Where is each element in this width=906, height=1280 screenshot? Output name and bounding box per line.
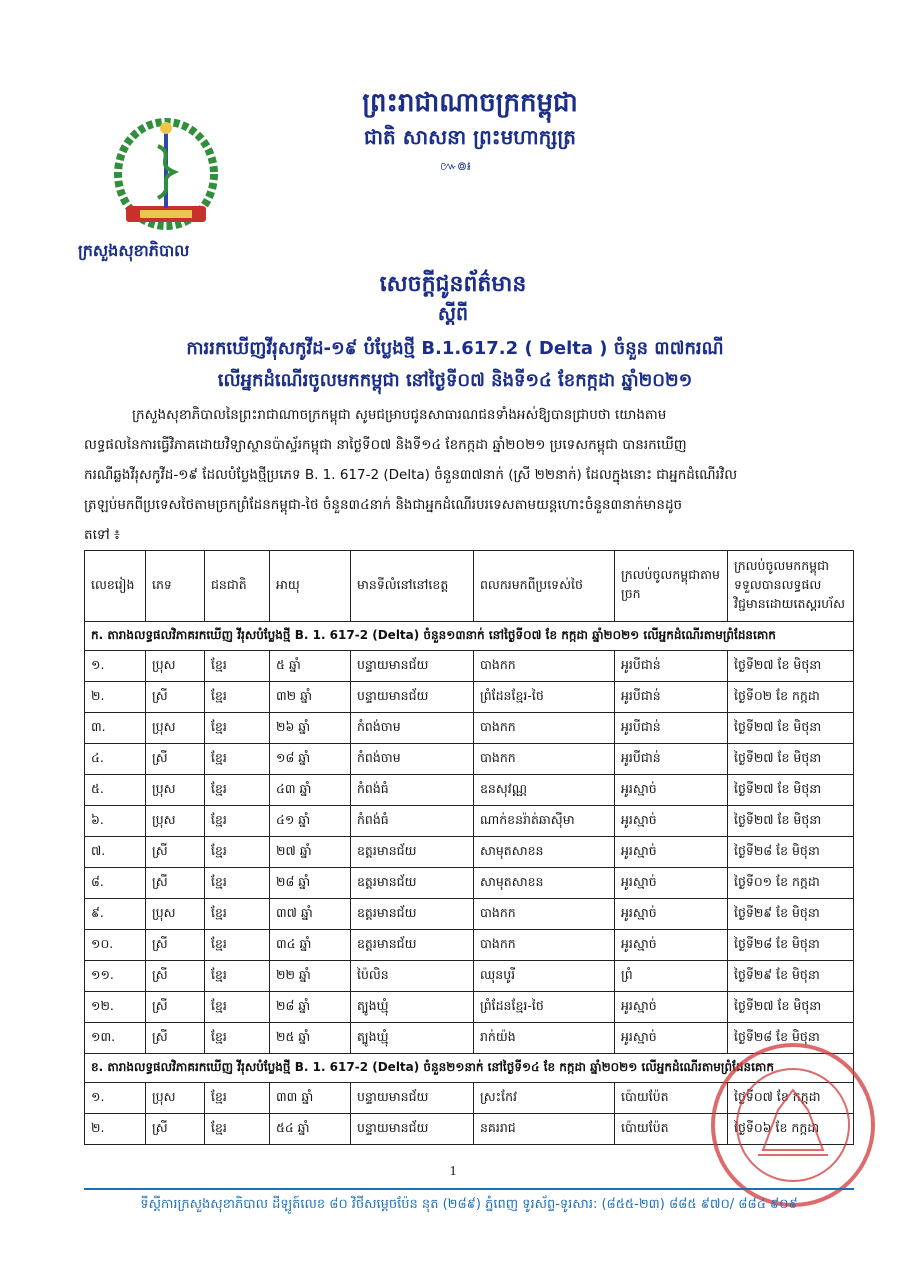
cell-entry: អូរស្មាច់ (615, 992, 728, 1023)
cell-age: ២៥ ឆ្នាំ (270, 1023, 351, 1054)
cell-sex: ស្រី (146, 682, 205, 713)
table-row (85, 682, 854, 713)
cell-age: ៤៣ ឆ្នាំ (270, 775, 351, 806)
cell-sex: ប្រុស (146, 651, 205, 682)
cell-date: ថ្ងៃទី២៧ ខែ មិថុនា (728, 713, 854, 744)
cell-sex: ប្រុស (146, 713, 205, 744)
cell-province: ឧត្ដរមានជ័យ (351, 899, 474, 930)
cell-entry: អូរស្មាច់ (615, 775, 728, 806)
section-b-title: ខ. តារាងលទ្ធផលវិភាគរកឃើញ វីរុសបំប្លែងថ្មី B. 1. 617-2 (Delta) ចំនួន២១នាក់ នៅថ្ងៃទី១៤ ខែ កក្កដា ឆ្នាំ២០២១ លើអ្នកដំណើរតាមព្រំដែនគោក (85, 1054, 854, 1083)
ministry-emblem-logo (96, 110, 236, 240)
cell-nationality: ខ្មែរ (205, 806, 270, 837)
cell-no: ១៣. (85, 1023, 146, 1054)
cell-age: ៣៤ ឆ្នាំ (270, 930, 351, 961)
document-type-title: សេចក្ដីជូនព័ត៌មាន (379, 272, 527, 297)
cell-age: ៥ ឆ្នាំ (270, 651, 351, 682)
cell-from: បាងកក (474, 930, 615, 961)
cell-from: រាក់យ៉ង (474, 1023, 615, 1054)
cell-no: ១១. (85, 961, 146, 992)
table-row (85, 775, 854, 806)
footer-divider (84, 1188, 854, 1190)
cell-province: បន្ទាយមានជ័យ (351, 1114, 474, 1145)
table-header-row (85, 551, 854, 622)
cell-from: ឧនសុវណ្ណ (474, 775, 615, 806)
cell-age: ៣៧ ឆ្នាំ (270, 899, 351, 930)
cell-date: ថ្ងៃទី២៧ ខែ មិថុនា (728, 744, 854, 775)
header-sex: ភេទ (146, 551, 205, 622)
cell-no: ២. (85, 1114, 146, 1145)
table-row (85, 961, 854, 992)
cell-date: ថ្ងៃទី២៧ ខែ មិថុនា (728, 775, 854, 806)
cell-no: ៤. (85, 744, 146, 775)
cell-from: នគររាជ (474, 1114, 615, 1145)
section-a-row (85, 622, 854, 651)
cell-no: ៧. (85, 837, 146, 868)
header-positive-date: ក្រលប់ចូលមកកម្ពុជាទទួលបានលទ្ធផលវិជ្ជមានដោយតេស្តរហ័ស (728, 551, 854, 622)
cell-age: ២៦ ឆ្នាំ (270, 713, 351, 744)
cell-no: ៥. (85, 775, 146, 806)
cell-from: បាងកក (474, 713, 615, 744)
header-province: មានទីលំនៅនៅខេត្ត (351, 551, 474, 622)
cell-sex: ស្រី (146, 992, 205, 1023)
cell-nationality: ខ្មែរ (205, 682, 270, 713)
cell-age: ២៨ ឆ្នាំ (270, 992, 351, 1023)
cell-province: កំពង់ចាម (351, 713, 474, 744)
header-age: អាយុ (270, 551, 351, 622)
cell-entry: អូរស្មាច់ (615, 806, 728, 837)
cell-date: ថ្ងៃទី២៩ ខែ មិថុនា (728, 899, 854, 930)
section-a-title: ក. តារាងលទ្ធផលវិភាគរកឃើញ វីរុសបំប្លែងថ្មី B. 1. 617-2 (Delta) ចំនួន១៣នាក់ នៅថ្ងៃទី០៧ ខែ កក្កដា ឆ្នាំ២០២១ លើអ្នកដំណើរតាមព្រំដែនគោក (85, 622, 854, 651)
table-row (85, 930, 854, 961)
cell-age: ៤១ ឆ្នាំ (270, 806, 351, 837)
cell-sex: ប្រុស (146, 899, 205, 930)
intro-paragraph: ក្រសួងសុខាភិបាលនៃព្រះរាជាណាចក្រកម្ពុជា សូមជម្រាបជូនសាធារណជនទាំងអស់ឱ្យបានជ្រាបថា យោងតាម លទ្ធផលនៃការធ្វើវិភាគដោយវិទ្យាស្ថានប៉ាស្ទ័រកម្ពុជា នាថ្ងៃទី០៧ និងទី១៤ ខែកក្កដា ឆ្នាំ២០២១ ប្រទេសកម្ពុជា បានរកឃើញ ករណីឆ្លងវីរុសកូវីដ-១៩ ដែលបំប្លែងថ្មីប្រភេទ B. 1. 617-2 (Delta) ចំនួន៣៧នាក់ (ស្រី ២២នាក់) ដែលក្នុងនោះ ជាអ្នកដំណើរវិល ត្រឡប់មកពីប្រទេសថៃតាមច្រកព្រំដែនកម្ពុជា-ថៃ ចំនួន៣៤នាក់ និងជាអ្នកដំណើរបរទេសតាមយន្ដហោះចំនួន៣នាក់មានដូច តទៅ ៖ (84, 407, 738, 543)
table-row (85, 651, 854, 682)
cell-sex: ស្រី (146, 961, 205, 992)
cell-entry: អូរស្មាច់ (615, 868, 728, 899)
cell-province: បន្ទាយមានជ័យ (351, 1083, 474, 1114)
cell-nationality: ខ្មែរ (205, 1023, 270, 1054)
cell-nationality: ខ្មែរ (205, 775, 270, 806)
cell-from: ស្រះកែវ (474, 1083, 615, 1114)
cell-nationality: ខ្មែរ (205, 1083, 270, 1114)
cell-date: ថ្ងៃទី២៧ ខែ មិថុនា (728, 992, 854, 1023)
national-motto: ជាតិ សាសនា ព្រះមហាក្សត្រ (364, 125, 576, 149)
document-about-label: ស្ដីពី (437, 303, 469, 325)
header-nationality: ជនជាតិ (205, 551, 270, 622)
cell-age: ២៧ ឆ្នាំ (270, 837, 351, 868)
cell-from: សាមុតសាខន (474, 868, 615, 899)
cell-sex: ប្រុស (146, 775, 205, 806)
cell-age: ១៨ ឆ្នាំ (270, 744, 351, 775)
headline-line-2: លើអ្នកដំណើរចូលមកកម្ពុជា នៅថ្ងៃទី០៧ និងទី១៤ ខែកក្កដា ឆ្នាំ២០២១ (217, 370, 693, 391)
cell-entry: អូរបីជាន់ (615, 682, 728, 713)
cell-from: ណាក់ខនរ៉ាត់ឆាស៊ីមា (474, 806, 615, 837)
ornament-divider: ៚៙៛ (440, 159, 471, 173)
cell-from: បាងកក (474, 651, 615, 682)
cell-province: បន្ទាយមានជ័យ (351, 651, 474, 682)
cell-entry: ប៉ោយប៉ែត (615, 1114, 728, 1145)
cell-sex: ស្រី (146, 868, 205, 899)
cell-province: បន្ទាយមានជ័យ (351, 682, 474, 713)
cell-nationality: ខ្មែរ (205, 930, 270, 961)
footer-address: ទីស្ដីការក្រសួងសុខាភិបាល ដីឡូត៍លេខ ៨០ វិថីសម្ដេចប៉ែន នុត (២៨៩) ភ្នំពេញ ទូរស័ព្ទ-ទូរសារ: (៨៥៥-២៣) ៨៨៥ ៩៧០/ ៨៨៤ ៩០៩ (140, 1197, 798, 1212)
header-from-thailand: ពលករមកពីប្រទេស់ថៃ (474, 551, 615, 622)
cell-from: ព្រំដែនខ្មែរ-ថៃ (474, 682, 615, 713)
cell-no: ១០. (85, 930, 146, 961)
cell-date: ថ្ងៃទី០១ ខែ កក្កដា (728, 868, 854, 899)
table-row (85, 713, 854, 744)
cell-date: ថ្ងៃទី២៧ ខែ មិថុនា (728, 806, 854, 837)
cell-age: ២២ ឆ្នាំ (270, 961, 351, 992)
cell-from: បាងកក (474, 744, 615, 775)
cell-province: ប៉ៃលិន (351, 961, 474, 992)
cell-province: កំពង់ធំ (351, 806, 474, 837)
cell-sex: ស្រី (146, 837, 205, 868)
cell-nationality: ខ្មែរ (205, 868, 270, 899)
table-row (85, 899, 854, 930)
cell-entry: អូរស្មាច់ (615, 930, 728, 961)
cell-entry: អូរបីជាន់ (615, 744, 728, 775)
cell-nationality: ខ្មែរ (205, 713, 270, 744)
cell-province: ឧត្ដរមានជ័យ (351, 930, 474, 961)
table-row (85, 806, 854, 837)
cell-nationality: ខ្មែរ (205, 899, 270, 930)
cell-date: ថ្ងៃទី២៩ ខែ មិថុនា (728, 961, 854, 992)
cell-nationality: ខ្មែរ (205, 992, 270, 1023)
table-row (85, 868, 854, 899)
table-row (85, 837, 854, 868)
cell-entry: អូរស្មាច់ (615, 899, 728, 930)
cell-date: ថ្ងៃទី០២ ខែ កក្កដា (728, 682, 854, 713)
cell-date: ថ្ងៃទី២៧ ខែ មិថុនា (728, 651, 854, 682)
cell-date: ថ្ងៃទី០៦ ខែ កក្កដា (728, 1114, 854, 1145)
cell-no: ៨. (85, 868, 146, 899)
cell-sex: ប្រុស (146, 1083, 205, 1114)
cell-no: ៦. (85, 806, 146, 837)
cell-nationality: ខ្មែរ (205, 961, 270, 992)
cell-age: ៣២ ឆ្នាំ (270, 682, 351, 713)
cell-sex: ស្រី (146, 1023, 205, 1054)
cell-no: ១. (85, 1083, 146, 1114)
cell-from: បាងកក (474, 899, 615, 930)
cell-province: ឧត្ដរមានជ័យ (351, 868, 474, 899)
cell-province: កំពង់ធំ (351, 775, 474, 806)
table-row (85, 992, 854, 1023)
cell-entry: អូរស្មាច់ (615, 1023, 728, 1054)
cell-province: ត្បូងឃ្មុំ (351, 1023, 474, 1054)
ministry-name: ក្រសួងសុខាភិបាល (78, 241, 190, 260)
cell-from: សាមុតសាខន (474, 837, 615, 868)
cell-sex: ស្រី (146, 930, 205, 961)
cell-date: ថ្ងៃទី២៨ ខែ មិថុនា (728, 1023, 854, 1054)
header-no: លេខរៀង (85, 551, 146, 622)
cell-entry: អូរបីជាន់ (615, 651, 728, 682)
cell-province: កំពង់ចាម (351, 744, 474, 775)
cell-entry: អូរស្មាច់ (615, 837, 728, 868)
page-number: 1 (449, 1164, 457, 1179)
kingdom-name: ព្រះរាជាណាចក្រកម្ពុជា (362, 88, 578, 118)
cell-age: ២៨ ឆ្នាំ (270, 868, 351, 899)
cell-no: ៣. (85, 713, 146, 744)
cell-entry: ព្រំ (615, 961, 728, 992)
cell-province: ឧត្ដរមានជ័យ (351, 837, 474, 868)
headline-line-1: ការរកឃើញវីរុសកូវីដ-១៩ បំប្លែងថ្មី B.1.617.2 ( Delta ) ចំនួន ៣៧ករណី (186, 338, 724, 359)
cell-province: ត្បូងឃ្មុំ (351, 992, 474, 1023)
official-seal-stamp (708, 1040, 878, 1210)
table-row (85, 744, 854, 775)
cell-from: ឈុនបូរី (474, 961, 615, 992)
cell-sex: ប្រុស (146, 806, 205, 837)
cell-nationality: ខ្មែរ (205, 651, 270, 682)
cell-nationality: ខ្មែរ (205, 1114, 270, 1145)
cell-age: ៣៣ ឆ្នាំ (270, 1083, 351, 1114)
cell-entry: អូរបីជាន់ (615, 713, 728, 744)
cell-date: ថ្ងៃទី២៨ ខែ មិថុនា (728, 837, 854, 868)
cell-sex: ស្រី (146, 1114, 205, 1145)
cell-nationality: ខ្មែរ (205, 837, 270, 868)
cell-from: ព្រំដែនខ្មែរ-ថៃ (474, 992, 615, 1023)
cell-no: ៩. (85, 899, 146, 930)
cell-no: ២. (85, 682, 146, 713)
cell-entry: ប៉ោយប៉ែត (615, 1083, 728, 1114)
cell-nationality: ខ្មែរ (205, 744, 270, 775)
cell-sex: ស្រី (146, 744, 205, 775)
cell-date: ថ្ងៃទី២៨ ខែ មិថុនា (728, 930, 854, 961)
cell-no: ១២. (85, 992, 146, 1023)
cell-date: ថ្ងៃទី០៧ ខែ កក្កដា (728, 1083, 854, 1114)
cell-age: ៥៤ ឆ្នាំ (270, 1114, 351, 1145)
header-entry-point: ក្រលប់ចូលកម្ពុជាតាមច្រក (615, 551, 728, 622)
cell-no: ១. (85, 651, 146, 682)
